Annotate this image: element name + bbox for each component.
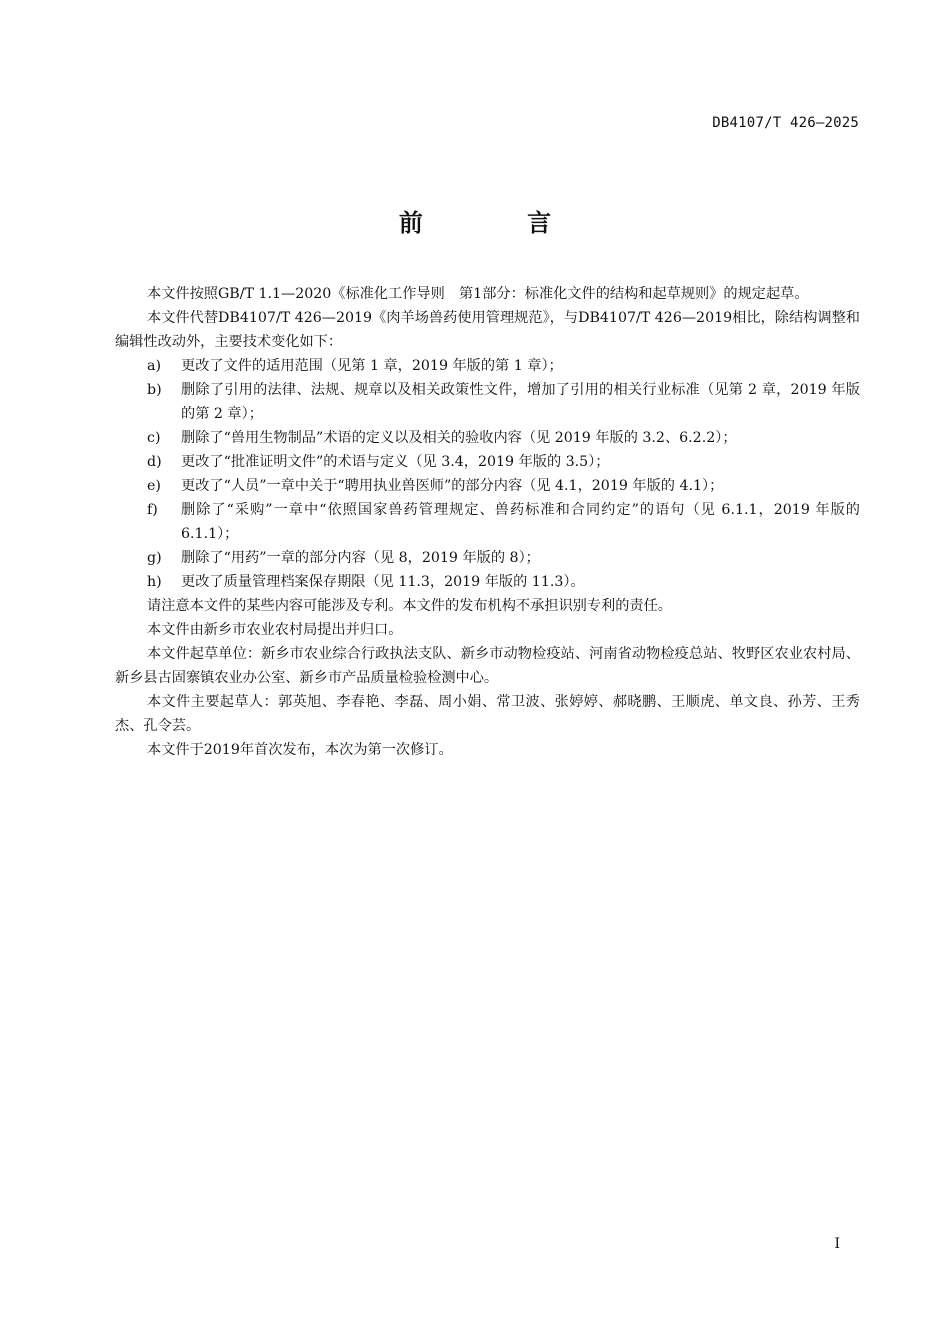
paragraph-drafting-basis: 本文件按照GB/T 1.1—2020《标准化工作导则 第1部分：标准化文件的结构和起草规则》的规定起草。 <box>147 286 809 302</box>
change-item-h <box>115 570 860 594</box>
paragraph-drafters: 本文件主要起草人：郭英旭、李春艳、李磊、周小娟、常卫波、张婷婷、郝晓鹏、王顺虎、单文良、孙芳、王秀杰、孔令芸。 <box>115 694 860 734</box>
paragraph-drafting-units: 本文件起草单位：新乡市农业综合行政执法支队、新乡市动物检疫站、河南省动物检疫总站、牧野区农业农村局、新乡县古固寨镇农业办公室、新乡市产品质量检验检测中心。 <box>115 646 860 686</box>
change-item-b <box>115 378 860 426</box>
change-item-d <box>115 450 860 474</box>
change-marker: d) <box>147 454 162 470</box>
change-text: 删除了引用的法律、法规、规章以及相关政策性文件，增加了引用的相关行业标准（见第 2 章，2019 年版的第 2 章）； <box>181 382 860 422</box>
change-text: 删除了“兽用生物制品”术语的定义以及相关的验收内容（见 2019 年版的 3.2、6.2.2）； <box>181 430 737 446</box>
change-marker: g) <box>147 550 162 566</box>
change-item-g <box>115 546 860 570</box>
page-title: 前 言 <box>398 209 600 237</box>
change-item-f <box>115 498 860 546</box>
change-text: 更改了“批准证明文件”的术语与定义（见 3.4，2019 年版的 3.5）； <box>181 454 610 470</box>
page-number: I <box>834 1236 840 1252</box>
change-item-e <box>115 474 860 498</box>
change-text: 删除了“采购”一章中“依照国家兽药管理规定、兽药标准和合同约定”的语句（见 6.1.1，2019 年版的 6.1.1）； <box>181 502 860 542</box>
change-marker: a) <box>147 358 161 374</box>
paragraph-proposer: 本文件由新乡市农业农村局提出并归口。 <box>147 622 403 638</box>
change-item-a <box>115 354 860 378</box>
document-code: DB4107/T 426—2025 <box>712 115 859 131</box>
change-text: 更改了质量管理档案保存期限（见 11.3，2019 年版的 11.3）。 <box>181 574 585 590</box>
change-marker: c) <box>147 430 161 446</box>
change-text: 删除了“用药”一章的部分内容（见 8，2019 年版的 8）； <box>181 550 540 566</box>
change-marker: f) <box>147 502 158 518</box>
change-item-c <box>115 426 860 450</box>
change-text: 更改了“人员”一章中关于“聘用执业兽医师”的部分内容（见 4.1，2019 年版的 4.1）； <box>181 478 724 494</box>
paragraph-replacement: 本文件代替DB4107/T 426—2019《肉羊场兽药使用管理规范》，与DB4107/T 426—2019相比，除结构调整和编辑性改动外，主要技术变化如下： <box>115 310 860 350</box>
change-marker: e) <box>147 478 161 494</box>
foreword-body <box>115 282 860 762</box>
change-marker: b) <box>147 382 162 398</box>
change-text: 更改了文件的适用范围（见第 1 章，2019 年版的第 1 章）； <box>181 358 563 374</box>
paragraph-publication-history: 本文件于2019年首次发布，本次为第一次修订。 <box>147 742 453 758</box>
change-marker: h) <box>147 574 162 590</box>
paragraph-patent-notice: 请注意本文件的某些内容可能涉及专利。本文件的发布机构不承担识别专利的责任。 <box>147 598 672 614</box>
